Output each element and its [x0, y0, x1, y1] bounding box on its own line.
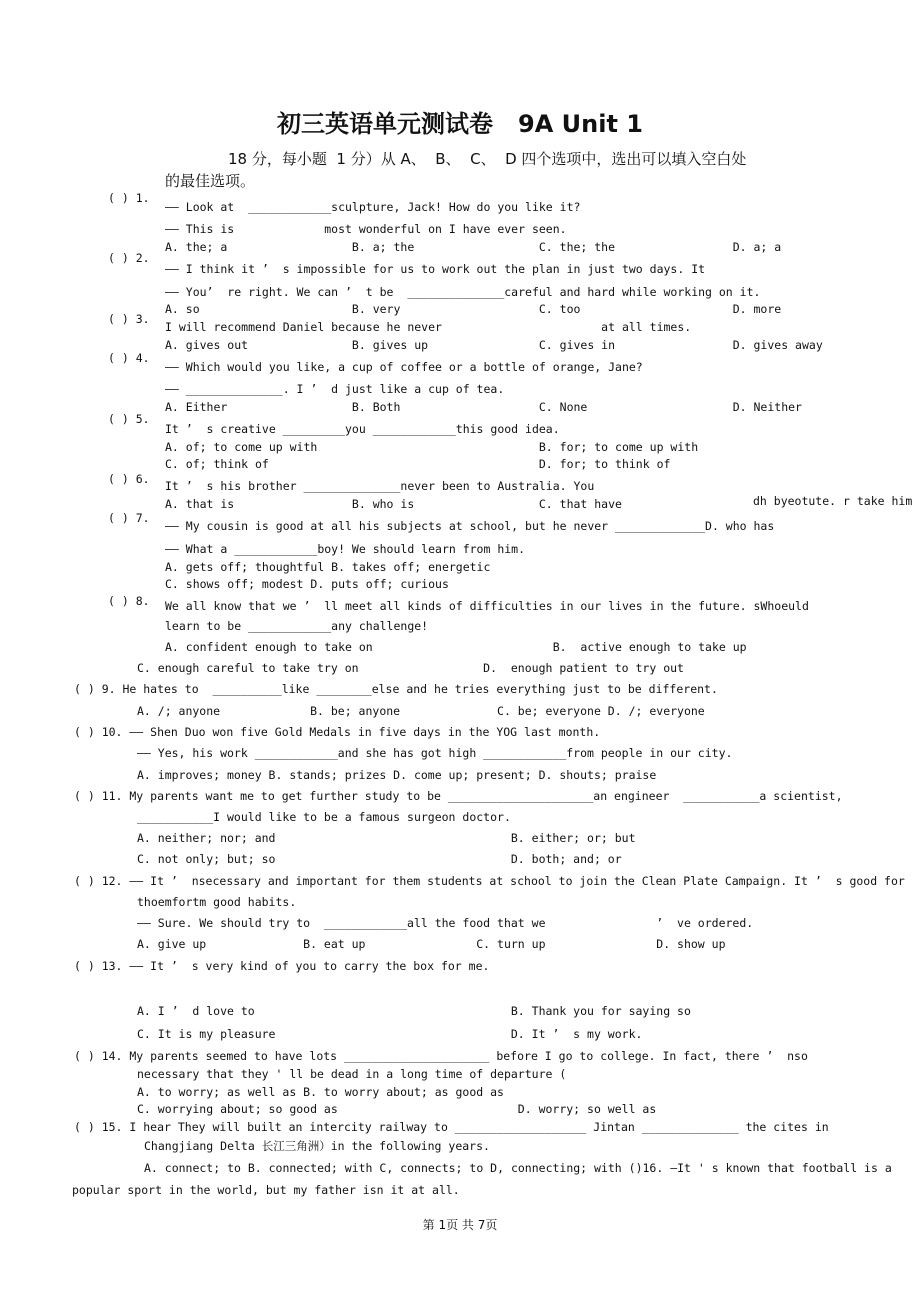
question-line: —— What a ____________boy! We should learn from him.	[165, 542, 526, 556]
options-line: A. connect; to B. connected; with C, connects; to D, connecting; with ()16. —It ' s known that football is a	[144, 1161, 892, 1175]
options-line: A. gets off; thoughtful B. takes off; energetic	[165, 560, 491, 574]
options-line: C. enough careful to take try on D. enough patient to try out	[137, 661, 684, 675]
question-line: —— Yes, his work ____________and she has got high ____________from people in our city.	[137, 746, 733, 760]
options-line: A. neither; nor; and B. either; or; but	[137, 831, 636, 845]
question-line: ( ) 11. My parents want me to get further study to be _____________________an engineer ___________a scientist,	[74, 789, 843, 803]
question-number: ( ) 8.	[108, 594, 150, 608]
question-number: ( ) 3.	[108, 312, 150, 326]
question-line: popular sport in the world, but my father isn it at all.	[72, 1183, 460, 1197]
question-line: —— ______________. I ’ d just like a cup of tea.	[165, 382, 505, 396]
options-line: A. confident enough to take on B. active enough to take up	[165, 640, 747, 654]
question-line: It ’ s creative _________you ____________this good idea.	[165, 422, 560, 436]
question-line: ( ) 9. He hates to __________like ________else and he tries everything just to be different.	[74, 682, 718, 696]
question-line: ( ) 14. My parents seemed to have lots _____________________ before I go to college. In fact, there ’ nso	[74, 1049, 808, 1063]
options-line: C. not only; but; so D. both; and; or	[137, 852, 622, 866]
question-line: ( ) 10. —— Shen Duo won five Gold Medals in five days in the YOG last month.	[74, 725, 601, 739]
options-line: C. worrying about; so good as D. worry; so well as	[137, 1102, 657, 1116]
options-line: C. It is my pleasure D. It ’ s my work.	[137, 1027, 643, 1041]
options-line: A. the; a B. a; the C. the; the D. a; a	[165, 240, 782, 254]
options-line: C. of; think of D. for; to think of	[165, 457, 671, 471]
question-line: necessary that they ' ll be dead in a long time of departure (	[137, 1067, 567, 1081]
options-line: A. I ’ d love to B. Thank you for saying so	[137, 1004, 691, 1018]
question-number: ( ) 1.	[108, 191, 150, 205]
question-line: ___________I would like to be a famous surgeon doctor.	[137, 810, 511, 824]
question-line: —— I think it ’ s impossible for us to work out the plan in just two days. It	[165, 262, 706, 276]
question-line: learn to be ____________any challenge!	[165, 619, 429, 633]
question-line: thoemfortm good habits.	[137, 895, 297, 909]
instruction-line-1: 18 分，每小题 1 分）从 A、 B、 C、 D 四个选项中，选出可以填入空白处	[228, 150, 747, 168]
question-number: ( ) 4.	[108, 351, 150, 365]
question-line: —— Which would you like, a cup of coffee or a bottle of orange, Jane?	[165, 360, 643, 374]
page-title: 初三英语单元测试卷 9A Unit 1	[276, 110, 644, 138]
options-line: A. Either B. Both C. None D. Neither	[165, 400, 802, 414]
question-number: ( ) 7.	[108, 511, 150, 525]
question-number: ( ) 6.	[108, 472, 150, 486]
options-line: A. gives out B. gives up C. gives in D. gives away	[165, 338, 823, 352]
instruction-line-2: 的最佳选项。	[165, 172, 256, 190]
options-line: A. give up B. eat up C. turn up D. show up	[137, 937, 726, 951]
question-line: —— You’ re right. We can ’ t be ______________careful and hard while working on it.	[165, 285, 761, 299]
options-line: A. so B. very C. too D. more	[165, 302, 782, 316]
page-footer: 第 1页 共 7页	[422, 1218, 498, 1232]
question-number: ( ) 2.	[108, 251, 150, 265]
question-line: ( ) 15. I hear They will built an intercity railway to ___________________ Jintan ______________ the cites in	[74, 1120, 829, 1134]
options-line: A. to worry; as well as B. to worry about; as good as	[137, 1085, 504, 1099]
question-line: —— Sure. We should try to ____________all the food that we ’ ve ordered.	[137, 916, 754, 930]
options-line: A. improves; money B. stands; prizes D. come up; present; D. shouts; praise	[137, 768, 657, 782]
question-number: ( ) 5.	[108, 412, 150, 426]
question-line: We all know that we ’ ll meet all kinds of difficulties in our lives in the future. sWhoeuld	[165, 599, 809, 613]
question-line: I will recommend Daniel because he never at all times.	[165, 320, 692, 334]
question-line: —— This is most wonderful on I have ever seen.	[165, 222, 567, 236]
question-line: ( ) 13. —— It ’ s very kind of you to carry the box for me.	[74, 959, 490, 973]
stray-text: dh byeotute. r take him	[753, 494, 913, 508]
options-line: A. /; anyone B. be; anyone C. be; everyone D. /; everyone	[137, 704, 705, 718]
options-line: A. that is B. who is C. that have	[165, 497, 622, 511]
question-line: It ’ s his brother ______________never been to Australia. You	[165, 479, 595, 493]
options-line: C. shows off; modest D. puts off; curious	[165, 577, 449, 591]
options-line: A. of; to come up with B. for; to come up with	[165, 440, 699, 454]
question-line: ( ) 12. —— It ’ nsecessary and important for them students at school to join the Clean Plate Campaign. It ’ s good for	[74, 874, 905, 888]
question-line: —— Look at ____________sculpture, Jack! How do you like it?	[165, 200, 581, 214]
question-line: Changjiang Delta 长江三角洲）in the following years.	[144, 1139, 490, 1153]
question-line: —— My cousin is good at all his subjects at school, but he never _____________D. who has	[165, 519, 775, 533]
